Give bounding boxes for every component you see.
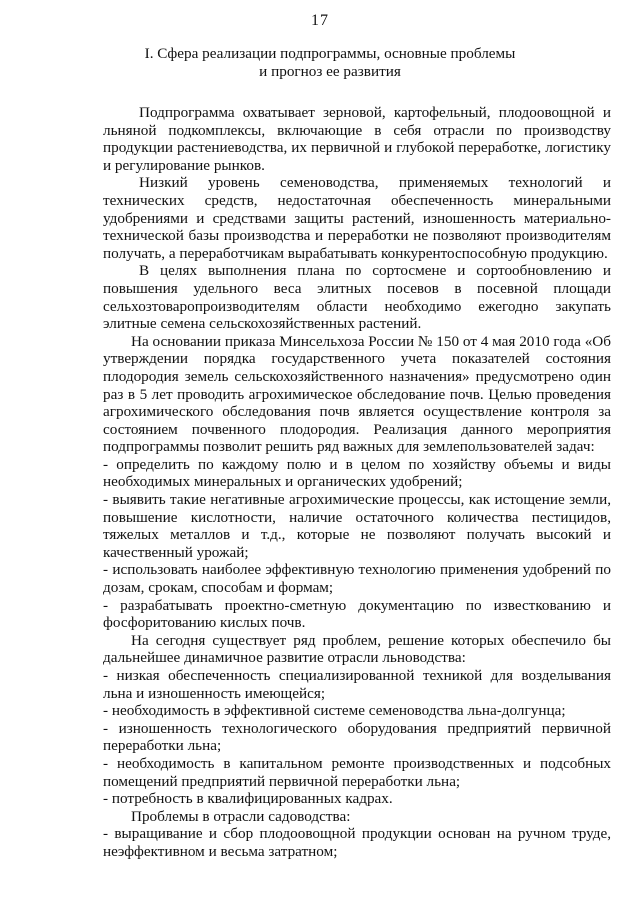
list-item: - выращивание и сбор плодоовощной продукции основан на ручном труде, неэффективном и весьма затратном; — [103, 825, 611, 860]
list-item: - выявить такие негативные агрохимические процессы, как истощение земли, повышение кислотности, наличие остаточного количества пестицидов, тяжелых металлов и т.д., которые не позволяют получать высокий и качественный урожай; — [103, 491, 611, 561]
list-item: - необходимость в эффективной системе семеноводства льна-долгунца; — [103, 702, 566, 720]
list-item: - определить по каждому полю и в целом по хозяйству объемы и виды необходимых минеральных и органических удобрений; — [103, 455, 611, 491]
paragraph: Проблемы в отрасли садоводства: — [131, 807, 351, 825]
paragraph: В целях выполнения плана по сортосмене и сортообновлению и повышения удельного веса элитных посевов в посевной площади сельхозтоваропроизводителям области необходимо ежегодно закупать элитные семена сельскохозяйственных растений. — [103, 262, 611, 333]
list-item: - разрабатывать проектно-сметную документацию по известкованию и фосфоритованию кислых почв. — [103, 596, 611, 632]
list-item: - изношенность технологического оборудования предприятий первичной переработки льна; — [103, 719, 611, 755]
list-item: - потребность в квалифицированных кадрах. — [103, 790, 393, 808]
section-title-line-2: и прогноз ее развития — [259, 63, 401, 80]
section-title — [100, 45, 560, 81]
paragraph: На сегодня существует ряд проблем, решение которых обеспечило бы дальнейшее динамичное развитие отрасли льноводства: — [103, 631, 611, 667]
body-text — [103, 104, 611, 861]
page-number: 17 — [311, 12, 329, 29]
paragraph: Низкий уровень семеноводства, применяемых технологий и технических средств, недостаточная обеспеченность минеральными удобрениями и средствами защиты растений, изношенность материально-технической базы производства и переработки не позволяют производителям получать, а переработчикам вырабатывать конкурентоспособную продукцию. — [103, 174, 611, 262]
section-title-line-1: I. Сфера реализации подпрограммы, основные проблемы — [144, 45, 516, 62]
list-item: - низкая обеспеченность специализированной техникой для возделывания льна и изношенность имеющейся; — [103, 667, 611, 702]
paragraph: На основании приказа Минсельхоза России № 150 от 4 мая 2010 года «Об утверждении порядка государственного учета показателей состояния плодородия земель сельскохозяйственного назначения» предусмотрено один раз в 5 лет проводить агрохимическое обследование почв. Целью проведения агрохимического обследования почв является осуществление контроля за состоянием почвенного плодородия. Реализация данного мероприятия подпрограммы позволит решить ряд важных для землепользователей задач: — [103, 332, 611, 456]
list-item: - использовать наиболее эффективную технологию применения удобрений по дозам, срокам, способам и формам; — [103, 561, 611, 597]
list-item: - необходимость в капитальном ремонте производственных и подсобных помещений предприятий первичной переработки льна; — [103, 754, 611, 790]
paragraph: Подпрограмма охватывает зерновой, картофельный, плодоовощной и льняной подкомплексы, включающие в себя отрасли по производству продукции растениеводства, их первичной и глубокой переработке, логистику и регулирование рынков. — [103, 104, 611, 174]
